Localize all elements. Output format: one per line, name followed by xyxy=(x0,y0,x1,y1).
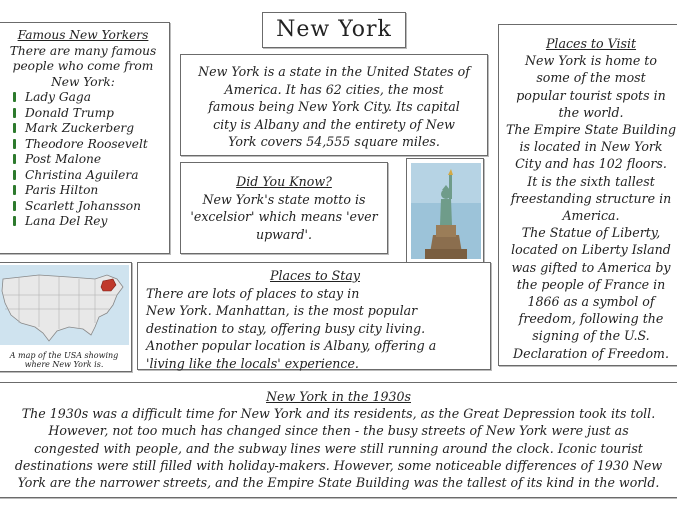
places-line: the people of France in xyxy=(516,276,666,292)
places-line: freestanding structure in xyxy=(510,190,672,206)
intro-line: city is Albany and the entirety of New xyxy=(213,116,455,132)
nineteen-thirties-line: However, not too much has changed since then - the busy streets of New York were just as xyxy=(48,423,629,439)
places-line: City and has 102 floors. xyxy=(515,156,667,172)
places-line: The Empire State Building xyxy=(505,122,677,138)
usa-map-image xyxy=(0,265,129,345)
famous-intro xyxy=(1,44,165,91)
places-to-stay-heading: Places to Stay xyxy=(270,268,360,283)
places-line: New York is home to xyxy=(525,53,657,69)
list-item: Theodore Roosevelt xyxy=(11,137,165,153)
stay-line: Another popular location is Albany, offering a xyxy=(146,338,437,353)
famous-new-yorkers-box xyxy=(0,22,170,254)
intro-line: York covers 54,555 square miles. xyxy=(228,134,440,149)
stay-line: There are lots of places to stay in xyxy=(146,285,360,301)
places-line: America. xyxy=(562,208,620,224)
places-to-visit-heading: Places to Visit xyxy=(545,36,637,51)
page-title-text: New York xyxy=(276,17,392,42)
stay-line: destination to stay, offering busy city living. xyxy=(146,320,426,336)
list-item: Christina Aguilera xyxy=(11,168,165,184)
places-line: freedom, following the xyxy=(518,311,664,327)
intro-line: New York is a state in the United States of xyxy=(198,64,470,79)
nineteen-thirties-line: York are the narrower streets, and the Empire State Building was the tallest of its kind in the world. xyxy=(17,475,660,491)
places-line: It is the sixth tallest xyxy=(527,173,655,189)
nineteen-thirties-line: congested with people, and the subway lines were still running around the clock. Iconic tourist xyxy=(34,440,643,456)
places-line: located on Liberty Island xyxy=(511,242,671,258)
famous-people-list xyxy=(1,90,165,230)
page-title xyxy=(262,12,406,48)
list-item: Lady Gaga xyxy=(11,90,165,106)
nineteen-thirties-heading: New York in the 1930s xyxy=(266,389,411,404)
famous-intro-line: There are many famous xyxy=(9,43,157,58)
places-line: some of the most xyxy=(536,70,646,86)
places-line: The Statue of Liberty, xyxy=(521,225,661,241)
nineteen-thirties-line: The 1930s was a difficult time for New York and its residents, as the Great Depression took its toll. xyxy=(21,406,656,422)
usa-map-box xyxy=(0,262,132,372)
places-line: the world. xyxy=(558,104,624,120)
list-item: Post Malone xyxy=(11,152,165,168)
places-line: is located in New York xyxy=(519,139,663,155)
places-to-stay-box xyxy=(137,262,491,370)
map-caption xyxy=(0,351,129,369)
did-you-know-heading: Did You Know? xyxy=(236,174,332,189)
places-to-visit-box xyxy=(498,24,677,366)
list-item: Mark Zuckerberg xyxy=(11,121,165,137)
places-line: was gifted to America by xyxy=(511,259,671,275)
intro-box xyxy=(180,54,488,156)
list-item: Lana Del Rey xyxy=(11,214,165,230)
list-item: Paris Hilton xyxy=(11,183,165,199)
famous-intro-line: people who come from xyxy=(12,59,154,73)
famous-intro-line: New York: xyxy=(51,74,115,89)
caption-line: A map of the USA showing xyxy=(9,351,119,360)
did-you-know-line: upward'. xyxy=(255,226,312,242)
stay-line: 'living like the locals' experience. xyxy=(146,355,359,371)
famous-heading: Famous New Yorkers xyxy=(17,28,149,42)
intro-line: famous being New York City. Its capital xyxy=(208,99,460,114)
places-line: signing of the U.S. xyxy=(532,328,650,344)
list-item: Scarlett Johansson xyxy=(11,199,165,215)
places-line: Declaration of Freedom. xyxy=(513,345,669,361)
places-line: 1866 as a symbol of xyxy=(527,294,655,310)
nineteen-thirties-line: destinations were still filled with holiday-makers. However, some noticeable differences of 1930 New xyxy=(14,457,663,473)
list-item: Donald Trump xyxy=(11,106,165,122)
stay-line: New York. Manhattan, is the most popular xyxy=(146,303,418,318)
did-you-know-line: 'excelsior' which means 'ever xyxy=(190,209,378,224)
intro-line: America. It has 62 cities, the most xyxy=(224,81,444,97)
statue-of-liberty-image xyxy=(411,163,481,259)
did-you-know-line: New York's state motto is xyxy=(202,191,366,207)
caption-line: where New York is. xyxy=(24,360,104,369)
places-line: popular tourist spots in xyxy=(516,87,666,103)
did-you-know-box xyxy=(180,162,388,254)
new-york-1930s-box xyxy=(0,382,677,498)
